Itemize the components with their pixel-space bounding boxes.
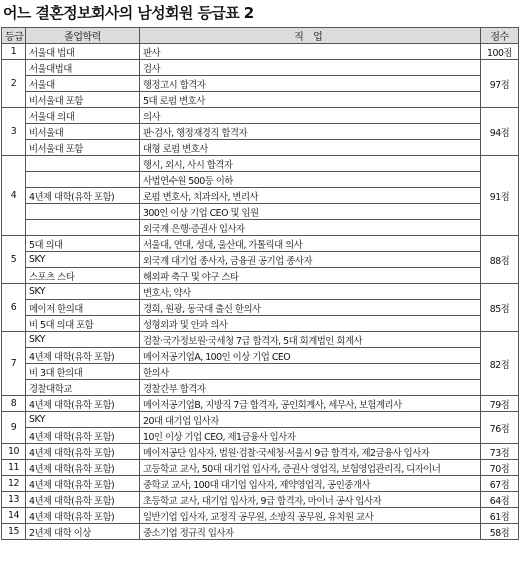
table-row	[2, 188, 519, 204]
table-row	[2, 476, 519, 492]
grade-cell: 8	[2, 396, 26, 412]
job-cell: 한의사	[140, 364, 481, 380]
score-cell: 67점	[481, 476, 519, 492]
table-row	[2, 300, 519, 316]
job-cell: 300인 이상 기업 CEO 및 임원	[140, 204, 481, 220]
table-row	[2, 412, 519, 428]
education-cell: 서울대 법대	[26, 44, 140, 60]
job-cell: 검사	[140, 60, 481, 76]
table-row	[2, 268, 519, 284]
table-row	[2, 140, 519, 156]
job-cell: 외국계 은행·증권사 입사자	[140, 220, 481, 236]
table-row	[2, 76, 519, 92]
job-cell: 서울대, 연대, 성대, 울산대, 가톨릭대 의사	[140, 236, 481, 252]
education-cell: 2년제 대학 이상	[26, 524, 140, 540]
education-cell: 경찰대학교	[26, 380, 140, 396]
score-cell: 61점	[481, 508, 519, 524]
table-row	[2, 332, 519, 348]
score-cell: 73점	[481, 444, 519, 460]
job-cell: 행시, 외시, 사시 합격자	[140, 156, 481, 172]
header-job: 직 업	[140, 28, 481, 44]
table-row	[2, 524, 519, 540]
table-row	[2, 428, 519, 444]
grade-cell: 2	[2, 60, 26, 108]
grade-cell: 7	[2, 332, 26, 396]
job-cell: 로펌 변호사, 치과의사, 변리사	[140, 188, 481, 204]
education-cell: 스포츠 스타	[26, 268, 140, 284]
score-cell: 58점	[481, 524, 519, 540]
education-cell: 서울대법대	[26, 60, 140, 76]
grade-cell: 13	[2, 492, 26, 508]
score-cell: 76점	[481, 412, 519, 444]
grade-cell: 4	[2, 156, 26, 236]
education-cell: 비 5대 의대 포함	[26, 316, 140, 332]
table-row	[2, 444, 519, 460]
table-row	[2, 44, 519, 60]
grade-cell: 1	[2, 44, 26, 60]
grade-cell: 11	[2, 460, 26, 476]
grade-cell: 15	[2, 524, 26, 540]
education-cell: 서울대 의대	[26, 108, 140, 124]
score-cell: 94점	[481, 108, 519, 156]
job-cell: 행정고시 합격자	[140, 76, 481, 92]
job-cell: 사법연수원 500등 이하	[140, 172, 481, 188]
job-cell: 5대 로펌 변호사	[140, 92, 481, 108]
grade-cell: 12	[2, 476, 26, 492]
table-row	[2, 380, 519, 396]
job-cell: 판사	[140, 44, 481, 60]
job-cell: 해외파 축구 및 야구 스타	[140, 268, 481, 284]
table-row	[2, 252, 519, 268]
grade-cell: 9	[2, 412, 26, 444]
job-cell: 메이저공기업B, 지방직 7급 합격자, 공인회계사, 세무사, 보험계리사	[140, 396, 481, 412]
table-header-row	[2, 28, 519, 44]
education-cell: 메이저 한의대	[26, 300, 140, 316]
table-row	[2, 156, 519, 172]
job-cell: 의사	[140, 108, 481, 124]
grade-cell: 6	[2, 284, 26, 332]
grade-cell: 10	[2, 444, 26, 460]
education-cell: 4년제 대학(유학 포함)	[26, 492, 140, 508]
table-row	[2, 220, 519, 236]
education-cell: 비 3대 한의대	[26, 364, 140, 380]
header-score: 점수	[481, 28, 519, 44]
job-cell: 검찰·국가정보원·국세청 7급 합격자, 5대 회계법인 회계사	[140, 332, 481, 348]
education-cell: 4년제 대학(유학 포함)	[26, 444, 140, 460]
table-row	[2, 236, 519, 252]
job-cell: 경찰간부 합격자	[140, 380, 481, 396]
table-row	[2, 508, 519, 524]
job-cell: 일반기업 입사자, 교정직 공무원, 소방직 공무원, 유치원 교사	[140, 508, 481, 524]
score-cell: 100점	[481, 44, 519, 60]
education-cell: 4년제 대학(유학 포함)	[26, 428, 140, 444]
grade-cell: 5	[2, 236, 26, 284]
score-cell: 82점	[481, 332, 519, 396]
education-cell	[26, 220, 140, 236]
score-cell: 88점	[481, 236, 519, 284]
table-body	[2, 44, 519, 540]
table-row	[2, 92, 519, 108]
education-cell: 4년제 대학(유학 포함)	[26, 460, 140, 476]
table-row	[2, 172, 519, 188]
education-cell: 4년제 대학(유학 포함)	[26, 476, 140, 492]
education-cell	[26, 204, 140, 220]
job-cell: 대형 로펌 변호사	[140, 140, 481, 156]
table-row	[2, 124, 519, 140]
score-cell: 70점	[481, 460, 519, 476]
table-row	[2, 108, 519, 124]
job-cell: 20대 대기업 입사자	[140, 412, 481, 428]
job-cell: 중소기업 정규직 입사자	[140, 524, 481, 540]
grade-table	[1, 27, 519, 540]
table-row	[2, 460, 519, 476]
education-cell: 비서울대 포함	[26, 92, 140, 108]
job-cell: 판·검사, 행정재경직 합격자	[140, 124, 481, 140]
score-cell: 79점	[481, 396, 519, 412]
score-cell: 97점	[481, 60, 519, 108]
job-cell: 성형외과 및 안과 의사	[140, 316, 481, 332]
education-cell	[26, 172, 140, 188]
table-row	[2, 204, 519, 220]
header-grade: 등급	[2, 28, 26, 44]
score-cell: 64점	[481, 492, 519, 508]
education-cell: 5대 의대	[26, 236, 140, 252]
grade-cell: 14	[2, 508, 26, 524]
score-cell: 91점	[481, 156, 519, 236]
education-cell: 4년제 대학(유학 포함)	[26, 396, 140, 412]
table-row	[2, 364, 519, 380]
job-cell: 변호사, 약사	[140, 284, 481, 300]
education-cell: 4년제 대학(유학 포함)	[26, 348, 140, 364]
job-cell: 외국계 대기업 종사자, 금융권 공기업 종사자	[140, 252, 481, 268]
education-cell: SKY	[26, 412, 140, 428]
education-cell: 비서울대 포함	[26, 140, 140, 156]
education-cell: SKY	[26, 332, 140, 348]
education-cell: 서울대	[26, 76, 140, 92]
job-cell: 메이저공기업A, 100인 이상 기업 CEO	[140, 348, 481, 364]
header-education: 졸업학력	[26, 28, 140, 44]
job-cell: 경희, 원광, 동국대 출신 한의사	[140, 300, 481, 316]
page-title: 어느 결혼정보회사의 남성회원 등급표 2	[3, 4, 254, 22]
job-cell: 중학교 교사, 100대 대기업 입사자, 제약영업직, 공인중개사	[140, 476, 481, 492]
education-cell: 4년제 대학(유학 포함)	[26, 508, 140, 524]
job-cell: 고등학교 교사, 50대 대기업 입사자, 증권사 영업직, 보험영업관리직, 디자이너	[140, 460, 481, 476]
education-cell: 비서울대	[26, 124, 140, 140]
table-row	[2, 348, 519, 364]
score-cell: 85점	[481, 284, 519, 332]
education-cell: 4년제 대학(유학 포함)	[26, 188, 140, 204]
grade-cell: 3	[2, 108, 26, 156]
education-cell: SKY	[26, 252, 140, 268]
table-row	[2, 284, 519, 300]
table-row	[2, 60, 519, 76]
job-cell: 초등학교 교사, 대기업 입사자, 9급 합격자, 마이너 공사 입사자	[140, 492, 481, 508]
table-row	[2, 492, 519, 508]
job-cell: 10인 이상 기업 CEO, 제1금융사 입사자	[140, 428, 481, 444]
table-row	[2, 316, 519, 332]
education-cell	[26, 156, 140, 172]
job-cell: 메이저공단 입사자, 법원·검찰·국세청·서울시 9급 합격자, 제2금융사 입사자	[140, 444, 481, 460]
education-cell: SKY	[26, 284, 140, 300]
table-row	[2, 396, 519, 412]
